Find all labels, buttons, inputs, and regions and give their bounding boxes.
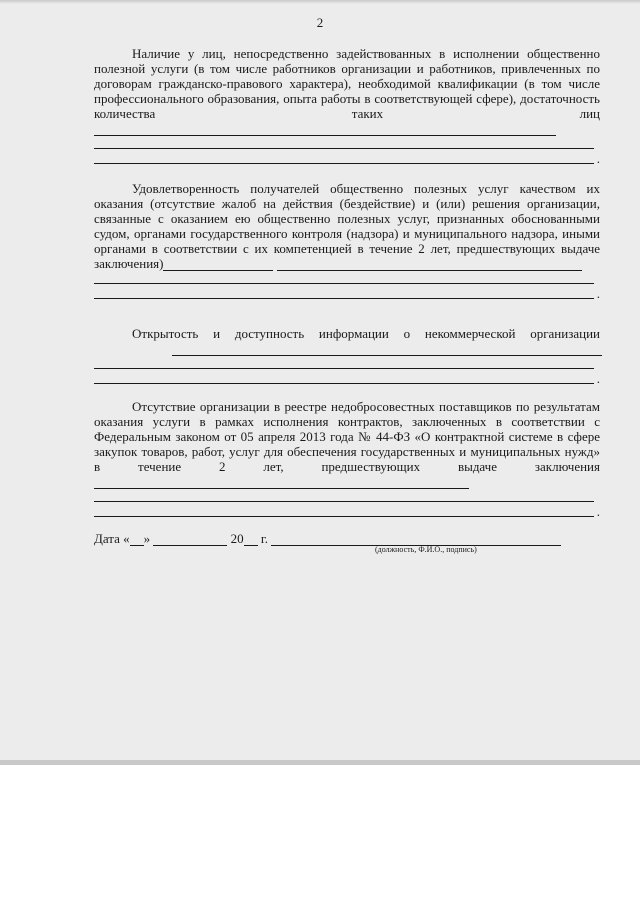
fill-line[interactable] [94, 286, 600, 301]
year-field[interactable] [244, 533, 258, 546]
signature-row [94, 531, 600, 546]
signature-caption: (должность, Ф.И.О., подпись) [375, 545, 477, 554]
scan-bottom-edge [0, 760, 640, 765]
scan-top-shadow [0, 0, 640, 4]
end-mark: . [596, 504, 600, 519]
section-supplier-registry [94, 399, 600, 519]
section-text: Наличие у лиц, непосредственно задействованных в исполнении общественно полезной услуги (в том числе работников организации и работников, привлеченных по договорам гражданско-правового характера), необходимой квалификации (в том числе профессионального образования, опыта работы в соответствующей сфере), достаточность количества таких лиц [94, 46, 600, 121]
fill-line[interactable] [277, 258, 582, 271]
section-text: Открытость и доступность информации о некоммерческой организации [132, 326, 600, 341]
fill-line[interactable] [94, 136, 600, 151]
fill-line[interactable] [172, 343, 602, 356]
section-staff-qualification [94, 46, 600, 166]
fill-line[interactable] [94, 151, 600, 166]
section-customer-satisfaction [94, 181, 600, 301]
fill-line[interactable] [94, 371, 600, 386]
date-close: » [143, 531, 151, 546]
section-text: Удовлетворенность получателей общественно полезных услуг качеством их оказания (отсутствие жалоб на действия (бездействие) и (или) решения организации, связанные с оказанием ею общественно полезных услуг, признанных обоснованными судом, органами государственного контроля (надзора) и муниципального надзора, иными органами в соответствии с их компетенцией в течение 2 лет, предшествующих выдаче заключения) [94, 181, 600, 271]
day-field[interactable] [130, 533, 144, 546]
fill-line[interactable] [94, 356, 600, 371]
month-field[interactable] [153, 533, 227, 546]
page-number: 2 [316, 15, 324, 30]
fill-line[interactable] [94, 504, 600, 519]
fill-line[interactable] [94, 123, 556, 136]
year-suffix: г. [260, 531, 269, 546]
fill-line[interactable] [94, 271, 600, 286]
year-prefix: 20 [230, 531, 244, 546]
date-label: Дата « [94, 531, 130, 546]
fill-line[interactable] [94, 489, 600, 504]
end-mark: . [596, 151, 600, 166]
section-information-openness [94, 326, 600, 386]
fill-line[interactable] [163, 258, 273, 271]
end-mark: . [596, 371, 600, 386]
end-mark: . [596, 286, 600, 301]
fill-line[interactable] [94, 476, 469, 489]
section-text: Отсутствие организации в реестре недобросовестных поставщиков по результатам оказания услуги в рамках исполнения контрактов, заключенных в соответствии с Федеральным законом от 05 апреля 2013 года № 44-ФЗ «О контрактной системе в сфере закупок товаров, работ, услуг для обеспечения государственных и муниципальных нужд» в течение 2 лет, предшествующих выдаче заключения [94, 399, 600, 474]
